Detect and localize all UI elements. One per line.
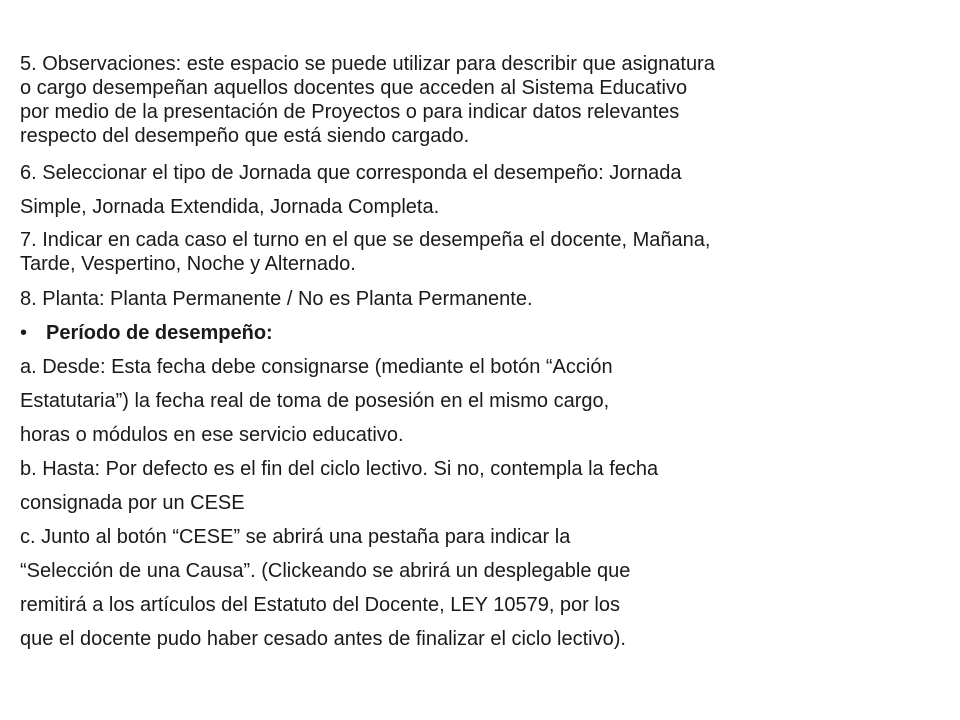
item-6-line-1: 6. Seleccionar el tipo de Jornada que corresponda el desempeño: Jornada [20,162,682,184]
item-a-line-3: horas o módulos en ese servicio educativo. [20,424,404,446]
item-c-line-2: “Selección de una Causa”. (Clickeando se abrirá un desplegable que [20,560,631,582]
item-7-turno [20,228,940,276]
item-b-line-2: consignada por un CESE [20,492,245,514]
slide-body [20,52,940,656]
item-5-line-1: 5. Observaciones: este espacio se puede utilizar para describir que asignatura [20,53,715,75]
bullet-periodo-desempeno [20,316,940,350]
item-a-line-1: a. Desde: Esta fecha debe consignarse (mediante el botón “Acción [20,356,613,378]
item-c-line-4: que el docente pudo haber cesado antes de finalizar el ciclo lectivo). [20,628,626,650]
item-6-line-2: Simple, Jornada Extendida, Jornada Completa. [20,196,440,218]
item-a-line-2: Estatutaria”) la fecha real de toma de posesión en el mismo cargo, [20,390,610,412]
item-b-line-1: b. Hasta: Por defecto es el fin del ciclo lectivo. Si no, contempla la fecha [20,458,659,480]
item-7-line-1: 7. Indicar en cada caso el turno en el que se desempeña el docente, Mañana, [20,229,711,251]
item-c-line-1: c. Junto al botón “CESE” se abrirá una pestaña para indicar la [20,526,571,548]
item-b-hasta [20,452,940,520]
item-a-desde [20,350,940,452]
bullet-heading: Período de desempeño: [46,322,273,344]
item-5-line-4: respecto del desempeño que está siendo cargado. [20,125,470,147]
item-7-line-2: Tarde, Vespertino, Noche y Alternado. [20,253,356,275]
item-5-line-3: por medio de la presentación de Proyectos o para indicar datos relevantes [20,101,680,123]
item-5-line-2: o cargo desempeñan aquellos docentes que acceden al Sistema Educativo [20,77,688,99]
item-c-cese [20,520,940,656]
item-5-observaciones [20,52,940,148]
bullet-dot: • [20,322,28,344]
item-8-planta: 8. Planta: Planta Permanente / No es Planta Permanente. [20,288,533,310]
item-c-line-3: remitirá a los artículos del Estatuto del Docente, LEY 10579, por los [20,594,620,616]
item-6-jornada [20,156,940,224]
